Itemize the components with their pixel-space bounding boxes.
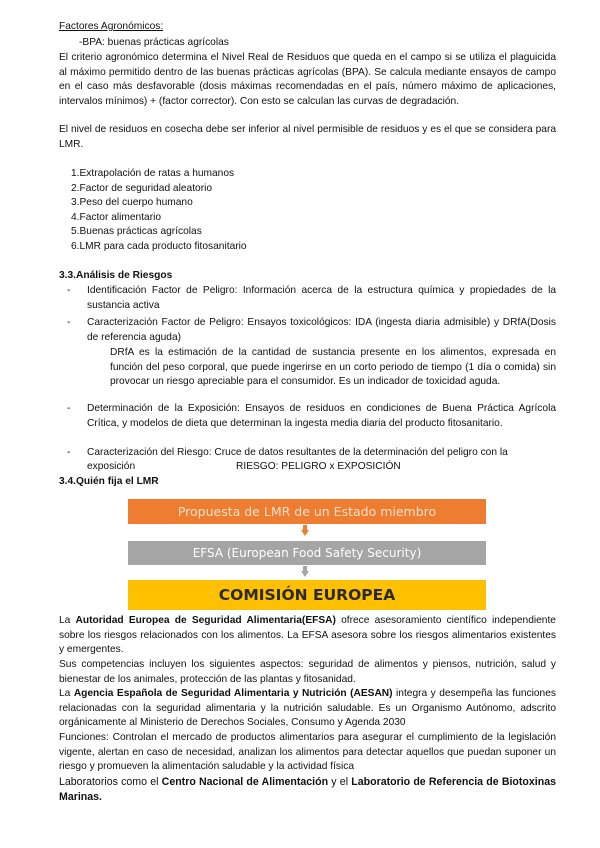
- funciones-paragraph: Funciones: Controlan el mercado de productos alimentarios para asegurar el cumplimiento de la legislación vigente, alertan en caso de necesidad, analizan los alimentos para detectar aquellos que puedan suponer un riesgo y promueven la alimentación saludable y la actividad física: [59, 732, 556, 772]
- bullet-dash: -: [67, 317, 71, 328]
- bpa-definition: -BPA: buenas prácticas agrícolas: [79, 37, 229, 48]
- lab-biotoxinas-name: Laboratorio de Referencia de Biotoxinas Marinas.: [59, 776, 556, 803]
- efsa-paragraph: La Autoridad Europea de Seguridad Alimentaria(EFSA) ofrece asesoramiento científico independiente sobre los riesgos relacionados con los alimentos. La EFSA asesora sobre los riesgos alimentarios existentes y emergentes.: [59, 615, 556, 655]
- risk-formula: RIESGO: PELIGRO x EXPOSICIÓN: [236, 461, 401, 472]
- factores-paragraph-2: El nivel de residuos en cosecha debe ser inferior al nivel permisible de residuos y es el que se considera para LMR.: [59, 124, 556, 150]
- riesgos-item-caracterizacion: Caracterización Factor de Peligro: Ensayos toxicológicos: IDA (ingesta diaria admisible) y DRfA(Dosis de referencia aguda): [87, 317, 556, 343]
- flow-step-efsa: EFSA (European Food Safety Security): [128, 541, 486, 565]
- flow-step-propuesta: Propuesta de LMR de un Estado miembro: [128, 499, 486, 524]
- list-item: 3.Peso del cuerpo humano: [71, 197, 193, 208]
- cna-name: Centro Nacional de Alimentación: [161, 776, 329, 788]
- bullet-dash: -: [67, 285, 71, 296]
- bullet-dash: -: [67, 447, 71, 458]
- efsa-name: Autoridad Europea de Seguridad Alimentaria(EFSA): [75, 615, 336, 626]
- laboratorios-paragraph: Laboratorios como el Centro Nacional de Alimentación y el Laboratorio de Referencia de Biotoxinas Marinas.: [59, 776, 556, 803]
- riesgos-item-exposicion: Determinación de la Exposición: Ensayos de residuos en condiciones de Buena Práctica Agrícola Crítica, y modelos de dieta que determinan la ingesta media diaria del producto fitosanitario.: [87, 403, 556, 429]
- down-arrow-icon: [301, 530, 309, 536]
- riesgos-item-riesgo-cont: exposición: [87, 461, 136, 472]
- factores-paragraph-1: El criterio agronómico determina el Nivel Real de Residuos que queda en el campo si se utiliza el plaguicida al máximo permitido dentro de las buenas prácticas agrícolas (BPA). Se calcula mediante ensayos de campo en el caso más desfavorable (dosis máximas recomendadas en el país, número máximo de aplicaciones, intervalos mínimos) + (factor corrector). Con esto se calculan las curvas de degradación.: [59, 52, 556, 107]
- drfa-definition: DRfA es la estimación de la cantidad de sustancia presente en los alimentos, expresada en función del peso corporal, que puede ingerirse en un corto periodo de tiempo (1 día o comida) sin provocar un riesgo apreciable para el consumidor. Es un indicador de toxicidad aguda.: [110, 347, 556, 387]
- aesan-name: Agencia Española de Seguridad Alimentaria y Nutrición (AESAN): [73, 688, 393, 699]
- list-item: 1.Extrapolación de ratas a humanos: [71, 168, 235, 179]
- riesgos-item-identificacion: Identificación Factor de Peligro: Información acerca de la estructura química y propiedades de la sustancia activa: [87, 285, 556, 311]
- bullet-dash: -: [67, 403, 71, 414]
- list-item: 4.Factor alimentario: [71, 212, 162, 223]
- list-item: 5.Buenas prácticas agrícolas: [71, 226, 202, 237]
- section-title-lmr: 3.4.Quién fija el LMR: [59, 476, 159, 487]
- riesgos-item-riesgo: Caracterización del Riesgo: Cruce de datos resultantes de la determinación del peligro con la: [87, 447, 508, 458]
- section-title-factores: Factores Agronómicos:: [59, 21, 164, 32]
- list-item: 2.Factor de seguridad aleatorio: [71, 183, 213, 194]
- section-title-riesgos: 3.3.Análisis de Riesgos: [59, 270, 173, 281]
- aesan-paragraph: La Agencia Española de Seguridad Alimentaria y Nutrición (AESAN) integra y desempeña las funciones relacionadas con la seguridad alimentaria y la nutrición saludable. Es un Organismo Autónomo, adscrito orgánicamente al Ministerio de Derechos Sociales, Consumo y Agenda 2030: [59, 688, 556, 728]
- down-arrow-icon: [301, 571, 309, 577]
- flow-step-comision: COMISIÓN EUROPEA: [128, 580, 486, 610]
- list-item: 6.LMR para cada producto fitosanitario: [71, 241, 247, 252]
- competencias-paragraph: Sus competencias incluyen los siguientes aspectos: seguridad de alimentos y piensos, nutrición, salud y bienestar de los animales, protección de las plantas y fitosanidad.: [59, 659, 556, 685]
